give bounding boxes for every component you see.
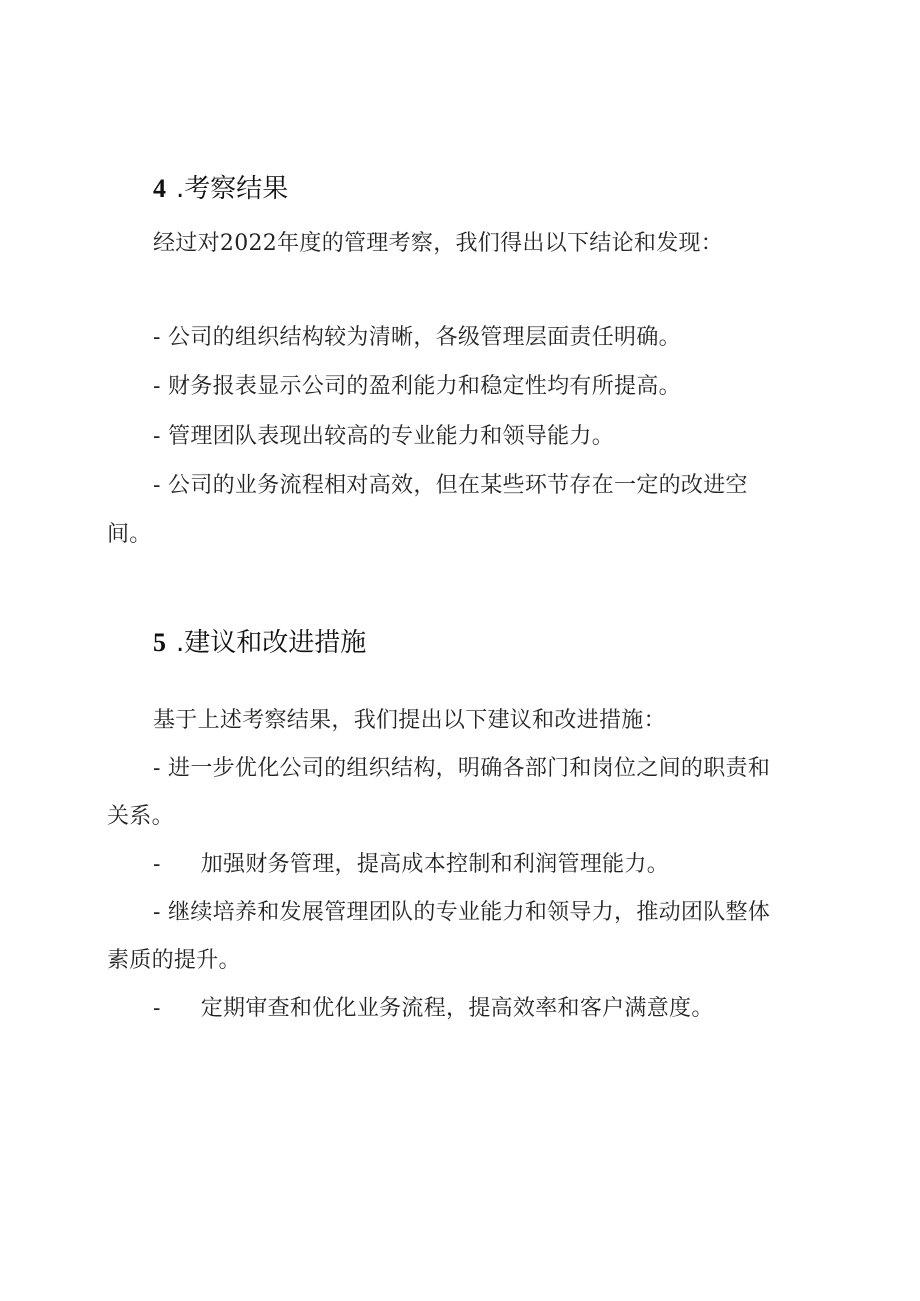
recommendation-item <box>153 991 714 1022</box>
recommendation-item: - 进一步优化公司的组织结构，明确各部门和岗位之间的职责和 <box>153 756 771 781</box>
section-number: 5 <box>153 628 166 657</box>
recommendation-item-continuation: 关系。 <box>107 804 174 829</box>
recommendation-text: 定期审查和优化业务流程，提高效率和客户满意度。 <box>200 996 714 1021</box>
section-title: .建议和改进措施 <box>176 628 367 658</box>
finding-item: - 财务报表显示公司的盈利能力和稳定性均有所提高。 <box>153 374 681 399</box>
recommendation-item <box>153 847 669 878</box>
finding-item: - 管理团队表现出较高的专业能力和领导能力。 <box>153 424 615 449</box>
finding-item: - 公司的组织结构较为清晰，各级管理层面责任明确。 <box>153 325 681 350</box>
finding-item: - 公司的业务流程相对高效，但在某些环节存在一定的改进空 <box>153 473 748 498</box>
list-dash: - <box>153 852 161 877</box>
list-dash: - <box>153 996 161 1021</box>
section-5-intro: 基于上述考察结果，我们提出以下建议和改进措施： <box>153 708 666 733</box>
finding-item-continuation: 间。 <box>107 522 152 547</box>
section-number: 4 <box>153 174 166 203</box>
section-title: .考察结果 <box>176 174 289 204</box>
section-4-intro: 经过对2022年度的管理考察，我们得出以下结论和发现： <box>153 231 724 256</box>
recommendation-text: 加强财务管理，提高成本控制和利润管理能力。 <box>200 852 670 877</box>
section-4-heading <box>153 168 288 205</box>
recommendation-item: - 继续培养和发展管理团队的专业能力和领导力，推动团队整体 <box>153 900 771 925</box>
recommendation-item-continuation: 素质的提升。 <box>107 948 241 973</box>
section-5-heading <box>153 622 366 659</box>
